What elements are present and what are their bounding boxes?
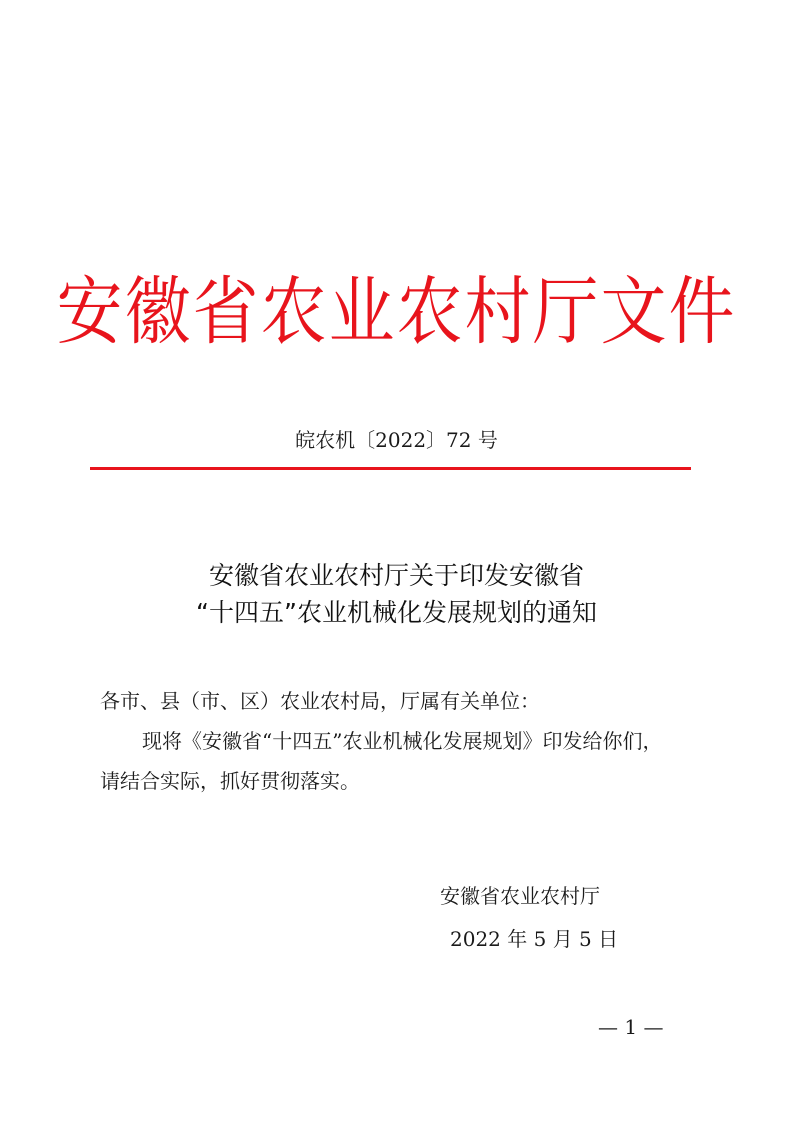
body-paragraph xyxy=(100,721,700,801)
notice-title xyxy=(0,557,793,631)
issuer-signature: 安徽省农业农村厅 xyxy=(440,884,600,908)
salutation: 各市、县（市、区）农业农村局，厅属有关单位： xyxy=(100,689,540,713)
notice-title-line-1: 安徽省农业农村厅关于印发安徽省 xyxy=(208,561,584,590)
document-header-title: 安徽省农业农村厅文件 xyxy=(56,268,737,355)
notice-title-line-2: “十四五”农业机械化发展规划的通知 xyxy=(196,598,597,627)
red-divider-line xyxy=(90,467,691,470)
body-paragraph-line-1: 现将《安徽省“十四五”农业机械化发展规划》印发给你们， xyxy=(142,729,663,753)
body-paragraph-line-2: 请结合实际，抓好贯彻落实。 xyxy=(100,769,360,793)
page-number: — 1 — xyxy=(598,1015,664,1039)
document-number: 皖农机〔2022〕72 号 xyxy=(295,428,498,452)
issue-date: 2022 年 5 月 5 日 xyxy=(450,927,619,951)
